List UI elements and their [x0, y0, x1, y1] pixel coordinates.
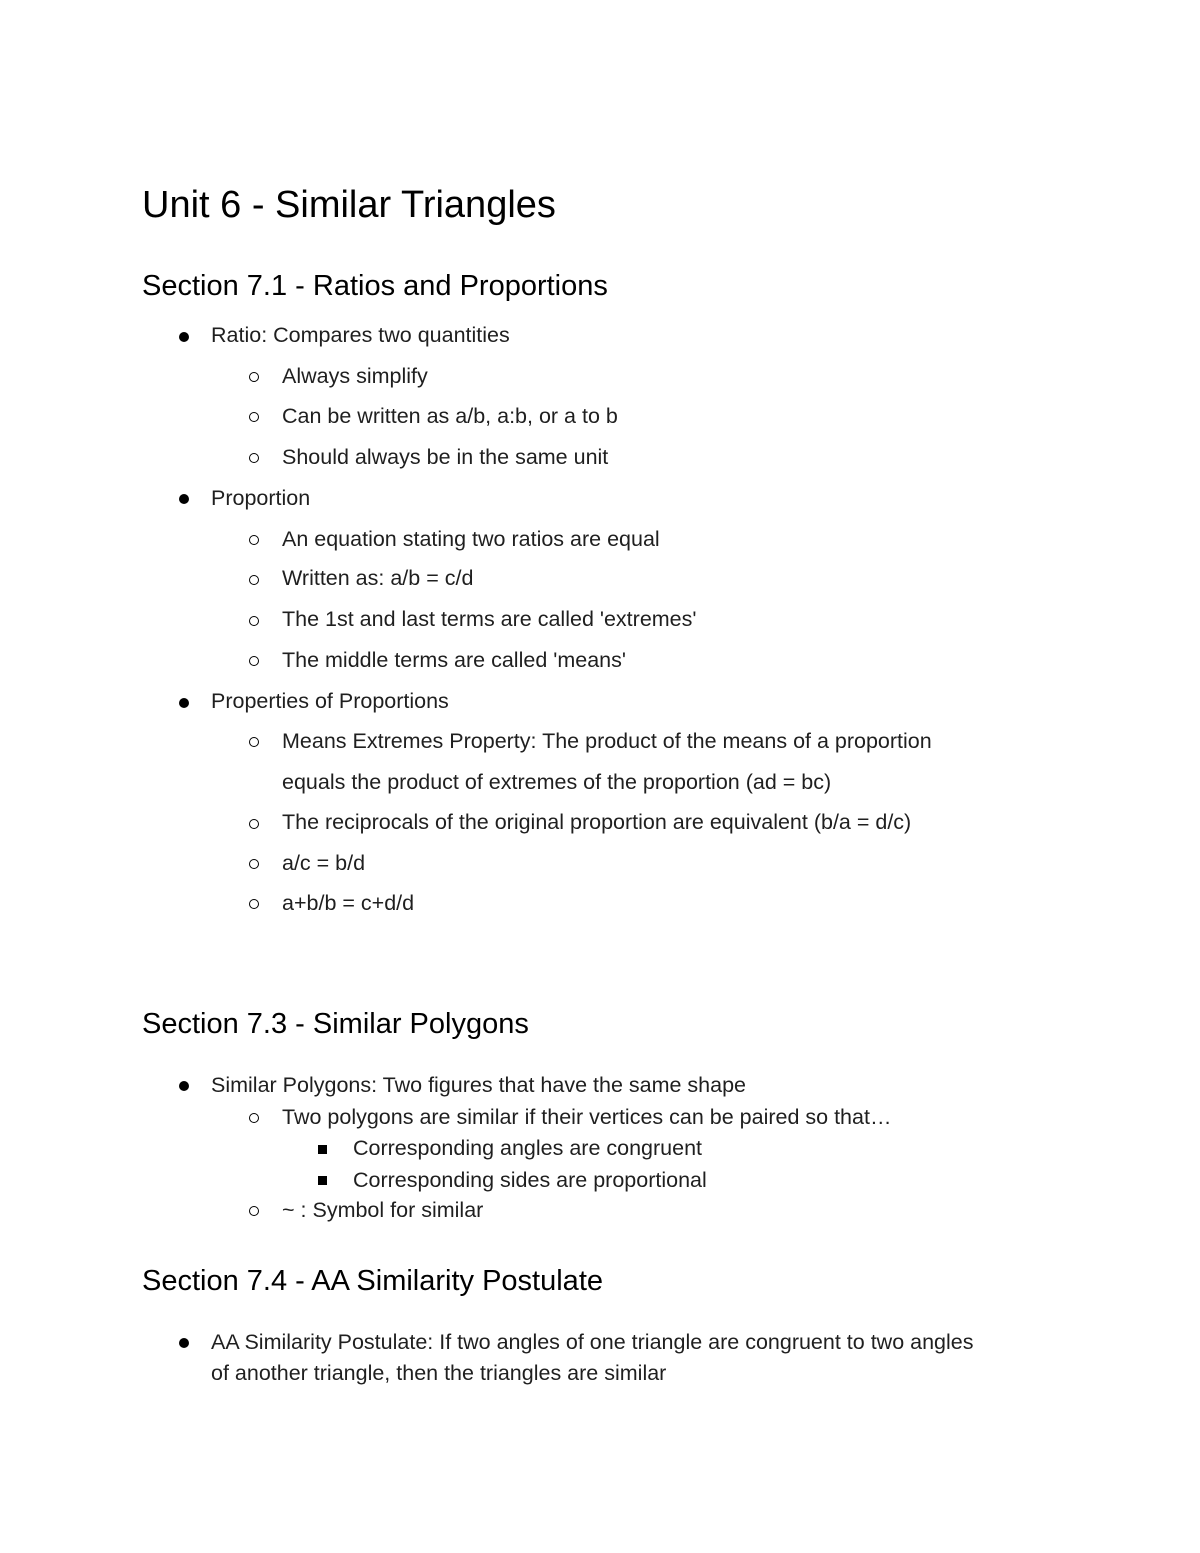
- list-item: The reciprocals of the original proportion are equivalent (b/a = d/c): [282, 810, 912, 834]
- bullet-circle-icon: [249, 1206, 259, 1216]
- bullet-circle-icon: [249, 859, 259, 869]
- bullet-dot-icon: [179, 332, 189, 342]
- list-item: Corresponding sides are proportional: [353, 1168, 707, 1192]
- bullet-dot-icon: [179, 698, 189, 708]
- list-item: AA Similarity Postulate: If two angles of one triangle are congruent to two angles: [211, 1330, 974, 1354]
- bullet-square-icon: [318, 1176, 327, 1185]
- bullet-circle-icon: [249, 899, 259, 909]
- bullet-circle-icon: [249, 1113, 259, 1123]
- bullet-circle-icon: [249, 372, 259, 382]
- bullet-circle-icon: [249, 453, 259, 463]
- list-item: The 1st and last terms are called 'extremes': [282, 607, 697, 631]
- list-item: Ratio: Compares two quantities: [211, 323, 510, 347]
- list-item: Proportion: [211, 486, 311, 510]
- list-item: Similar Polygons: Two figures that have the same shape: [211, 1073, 747, 1097]
- section-heading-7-3: Section 7.3 - Similar Polygons: [142, 1008, 529, 1040]
- list-item: a+b/b = c+d/d: [282, 891, 415, 915]
- bullet-dot-icon: [179, 494, 189, 504]
- bullet-circle-icon: [249, 819, 259, 829]
- bullet-circle-icon: [249, 535, 259, 545]
- bullet-square-icon: [318, 1145, 327, 1154]
- bullet-dot-icon: [179, 1081, 189, 1091]
- list-item: Means Extremes Property: The product of the means of a proportion: [282, 729, 932, 753]
- list-item-continuation: equals the product of extremes of the proportion (ad = bc): [282, 770, 832, 794]
- section-heading-7-1: Section 7.1 - Ratios and Proportions: [142, 270, 608, 302]
- bullet-circle-icon: [249, 412, 259, 422]
- page-title: Unit 6 - Similar Triangles: [142, 184, 556, 226]
- list-item: An equation stating two ratios are equal: [282, 527, 660, 551]
- list-item: Can be written as a/b, a:b, or a to b: [282, 404, 618, 428]
- list-item: Written as: a/b = c/d: [282, 566, 474, 590]
- bullet-circle-icon: [249, 737, 259, 747]
- section-heading-7-4: Section 7.4 - AA Similarity Postulate: [142, 1265, 603, 1297]
- list-item: a/c = b/d: [282, 851, 366, 875]
- list-item: Properties of Proportions: [211, 689, 449, 713]
- list-item: Should always be in the same unit: [282, 445, 609, 469]
- list-item: Two polygons are similar if their vertices can be paired so that…: [282, 1105, 892, 1129]
- list-item: The middle terms are called 'means': [282, 648, 626, 672]
- bullet-dot-icon: [179, 1338, 189, 1348]
- bullet-circle-icon: [249, 616, 259, 626]
- list-item: Always simplify: [282, 364, 428, 388]
- bullet-circle-icon: [249, 656, 259, 666]
- list-item-continuation: of another triangle, then the triangles are similar: [211, 1361, 667, 1385]
- bullet-circle-icon: [249, 575, 259, 585]
- list-item: ~ : Symbol for similar: [282, 1198, 484, 1222]
- list-item: Corresponding angles are congruent: [353, 1136, 703, 1160]
